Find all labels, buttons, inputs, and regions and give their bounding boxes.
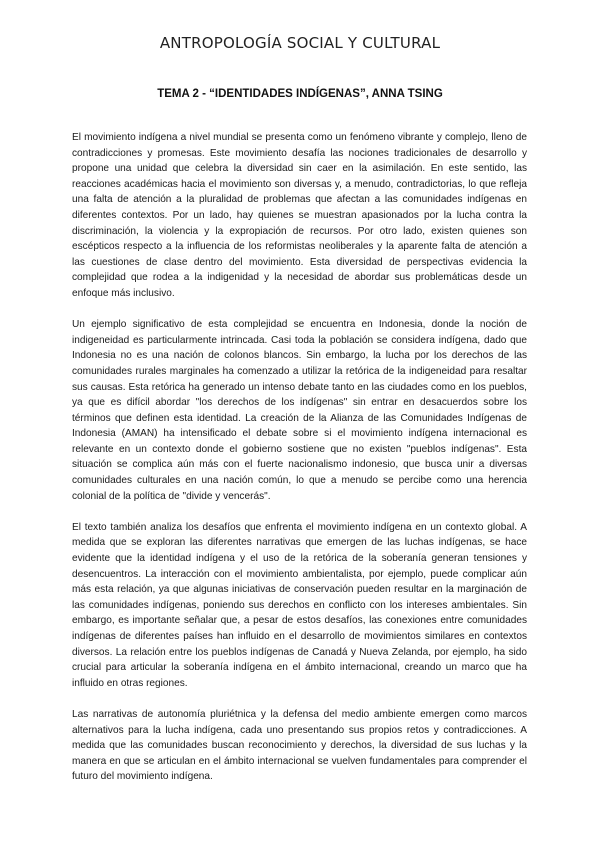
document-body [72, 130, 527, 801]
paragraph-3: El texto también analiza los desafíos que enfrenta el movimiento indígena en un contexto global. A medida que se exploran las diferentes narrativas que emergen de las luchas indígenas, se hace evidente que la identidad indígena y el uso de la retórica de la soberanía generan tensiones y desencuentros. La interacción con el movimiento ambientalista, por ejemplo, puede complicar aún más esta relación, ya que algunas iniciativas de conservación pueden resultar en la marginación de las comunidades indígenas, poniendo sus derechos en conflicto con los intereses ambientales. Sin embargo, es importante señalar que, a pesar de estos desafíos, las conexiones entre comunidades indígenas de diferentes países han influido en el desarrollo de movimientos similares en contextos diversos. La relación entre los pueblos indígenas de Canadá y Nueva Zelanda, por ejemplo, ha sido crucial para articular la soberanía indígena en el ámbito internacional, creando un marco que ha influido en otras regiones. [72, 521, 527, 689]
document-title: ANTROPOLOGÍA SOCIAL Y CULTURAL [159, 34, 441, 52]
paragraph-4: Las narrativas de autonomía pluriétnica y la defensa del medio ambiente emergen como marcos alternativos para la lucha indígena, cada uno presentando sus propios retos y contradicciones. A medida que las comunidades buscan reconocimiento y derechos, la diversidad de sus luchas y la manera en que se articulan en el ámbito internacional se vuelven fundamentales para comprender el futuro del movimiento indígena. [72, 708, 527, 783]
document-subtitle: TEMA 2 - “IDENTIDADES INDÍGENAS”, ANNA TSING [157, 88, 443, 100]
paragraph-1: El movimiento indígena a nivel mundial se presenta como un fenómeno vibrante y complejo, lleno de contradicciones y promesas. Este movimiento desafía las nociones tradicionales de desarrollo y propone una unidad que celebra la diversidad sin caer en la asimilación. En este sentido, las reacciones académicas hacia el movimiento son diversas y, a menudo, contradictorias, lo que refleja una falta de atención a la pluralidad de problemas que afectan a las comunidades indígenas en diferentes contextos. Por un lado, hay quienes se muestran apasionados por la lucha contra la discriminación, la violencia y la expropiación de recursos. Por otro lado, existen quienes son escépticos respecto a la influencia de los reformistas neoliberales y la aparente falta de atención a las cuestiones de clase dentro del movimiento. Esta diversidad de perspectivas evidencia la complejidad que rodea a la indigenidad y la necesidad de abordar sus problemáticas desde un enfoque más inclusivo. [72, 132, 527, 299]
paragraph-2: Un ejemplo significativo de esta complejidad se encuentra en Indonesia, donde la noción de indigeneidad es particularmente intrincada. Casi toda la población se considera indígena, dado que Indonesia no es una nación de colonos blancos. Sin embargo, la lucha por los derechos de las comunidades rurales marginales ha comenzado a utilizar la retórica de la indigeneidad para resaltar sus causas. Esta retórica ha generado un intenso debate tanto en las ciudades como en los pueblos, ya que es difícil abordar "los derechos de los indígenas" sin entrar en desacuerdos sobre los términos que definen esta identidad. La creación de la Alianza de las Comunidades Indígenas de Indonesia (AMAN) ha intensificado el debate sobre si el movimiento indígena internacional es relevante en un contexto donde el gobierno sostiene que no existen "pueblos indígenas". Esta situación se complica aún más con el fuerte nacionalismo indonesio, que busca unir a diversas comunidades culturales en una nación común, lo que a menudo se percibe como una herencia colonial de la política de "divide y vencerás". [72, 319, 527, 502]
